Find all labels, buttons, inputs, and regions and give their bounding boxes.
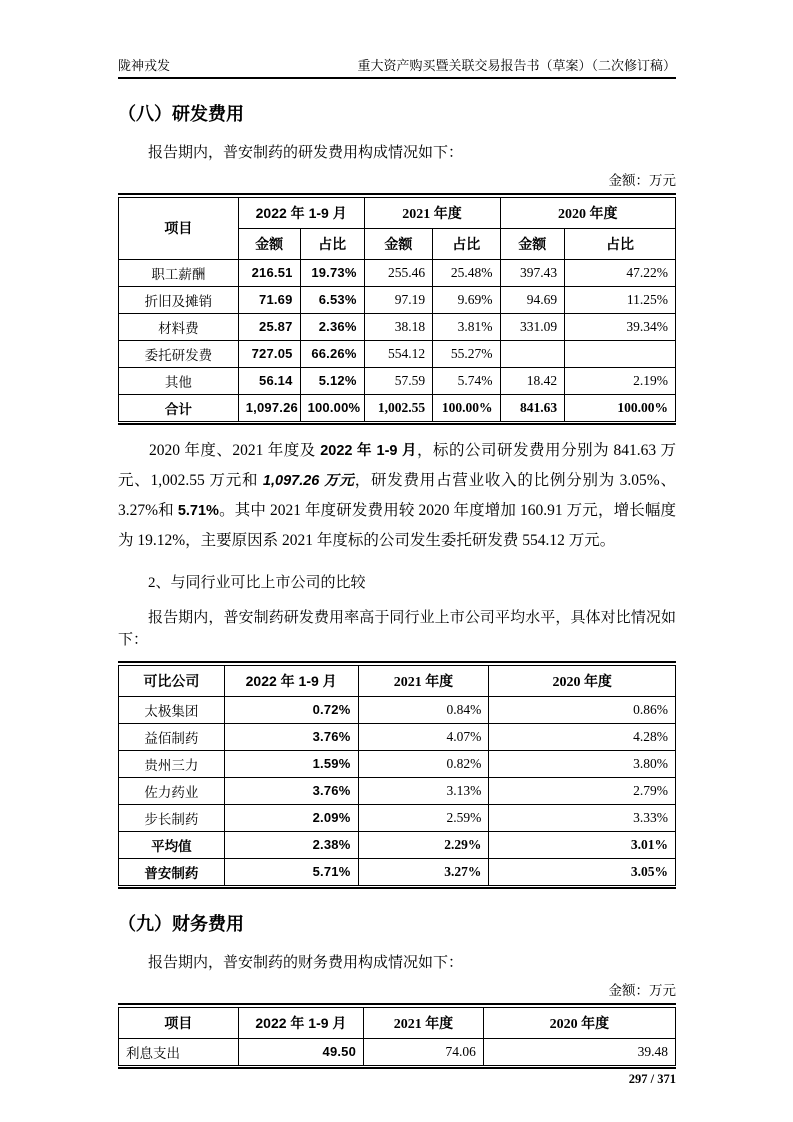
text-segment: 。其中 2021 年度研发费用较 2020 年度增加 160.91 万元，增长幅度为 19.12%，主要原因系 2021 年度标的公司发生委托研发费 554.12 万元。 [118, 502, 676, 549]
table-cell: 2.38% [224, 831, 358, 858]
fin-table-head [119, 1007, 676, 1038]
table-cell: 益佰制药 [119, 723, 225, 750]
rd-intro-paragraph: 报告期内，普安制药的研发费用构成情况如下： [148, 145, 464, 161]
table-cell: 841.63 [500, 394, 565, 421]
peer-table-head [119, 665, 676, 696]
table-row [119, 367, 676, 394]
column-header-item: 项目 [119, 197, 239, 259]
column-subheader-amount: 金额 [500, 228, 565, 259]
rd-expense-table-wrap [118, 193, 676, 425]
section-heading-rd-expense: （八）研发费用 [118, 104, 244, 124]
table-cell: 5.74% [433, 367, 500, 394]
text-segment: 1,097.26 万元 [262, 473, 355, 489]
table-cell: 255.46 [364, 259, 433, 286]
table-cell: 3.76% [224, 723, 358, 750]
table-row [119, 340, 676, 367]
table-cell: 2.36% [300, 313, 364, 340]
table-row [119, 313, 676, 340]
table-row [119, 804, 676, 831]
text-segment: ，研发费用占营业收入的比例分别为 3.05%、3.27%和 [118, 472, 676, 519]
fin-expense-table [118, 1007, 676, 1066]
table-cell: 18.42 [500, 367, 565, 394]
column-header-2020: 2020 年度 [483, 1007, 675, 1038]
text-segment: ，标的公司研发费用分别为 841.63 万元、1,002.55 万元和 [118, 442, 676, 489]
table-cell: 25.48% [433, 259, 500, 286]
table-cell: 25.87 [238, 313, 300, 340]
table-cell: 材料费 [119, 313, 239, 340]
table-cell: 利息支出 [119, 1038, 239, 1065]
text-segment: 2022 年 1-9 月 [320, 443, 418, 459]
peer-comparison-heading: 2、与同行业可比上市公司的比较 [148, 575, 366, 591]
rd-expense-table [118, 197, 676, 422]
section-heading-fin-expense: （九）财务费用 [118, 914, 244, 934]
table-cell: 56.14 [238, 367, 300, 394]
table-cell: 9.69% [433, 286, 500, 313]
table-cell: 74.06 [364, 1038, 484, 1065]
table-cell: 100.00% [433, 394, 500, 421]
table-row [119, 750, 676, 777]
table-cell: 49.50 [238, 1038, 363, 1065]
table-cell: 100.00% [565, 394, 676, 421]
fin-unit-label: 金额：万元 [608, 983, 676, 998]
rd-table-body [119, 259, 676, 421]
table-cell: 216.51 [238, 259, 300, 286]
table-cell: 397.43 [500, 259, 565, 286]
column-subheader-ratio: 占比 [565, 228, 676, 259]
table-cell: 合计 [119, 394, 239, 421]
table-cell: 39.48 [483, 1038, 675, 1065]
table-cell: 554.12 [364, 340, 433, 367]
peer-intro-paragraph: 报告期内，普安制药研发费用率高于同行业上市公司平均水平，具体对比情况如下： [118, 610, 676, 648]
table-cell: 平均值 [119, 831, 225, 858]
table-cell: 太极集团 [119, 696, 225, 723]
table-cell: 2.19% [565, 367, 676, 394]
peer-comparison-table [118, 665, 676, 886]
table-cell: 11.25% [565, 286, 676, 313]
document-header [118, 57, 676, 79]
rd-unit-label: 金额：万元 [608, 173, 676, 188]
table-cell: 步长制药 [119, 804, 225, 831]
table-cell: 3.05% [489, 858, 676, 885]
table-cell: 66.26% [300, 340, 364, 367]
table-row [119, 858, 676, 885]
table-cell: 55.27% [433, 340, 500, 367]
table-cell: 贵州三力 [119, 750, 225, 777]
table-cell: 57.59 [364, 367, 433, 394]
table-row [119, 286, 676, 313]
table-cell: 3.33% [489, 804, 676, 831]
peer-table-wrap [118, 661, 676, 889]
table-row [119, 831, 676, 858]
table-row [119, 696, 676, 723]
peer-table-body [119, 696, 676, 885]
table-cell: 4.07% [358, 723, 489, 750]
table-cell: 佐力药业 [119, 777, 225, 804]
column-subheader-amount: 金额 [364, 228, 433, 259]
table-cell: 0.82% [358, 750, 489, 777]
table-cell: 727.05 [238, 340, 300, 367]
table-cell: 97.19 [364, 286, 433, 313]
column-header-2021: 2021 年度 [364, 1007, 484, 1038]
table-cell [565, 340, 676, 367]
table-cell: 2.59% [358, 804, 489, 831]
table-cell: 71.69 [238, 286, 300, 313]
header-document-title: 重大资产购买暨关联交易报告书（草案）（二次修订稿） [357, 58, 676, 73]
table-row [119, 723, 676, 750]
column-header-2022: 2022 年 1-9 月 [238, 197, 364, 228]
table-cell: 1.59% [224, 750, 358, 777]
table-cell: 2.09% [224, 804, 358, 831]
column-header-2022: 2022 年 1-9 月 [224, 665, 358, 696]
column-subheader-ratio: 占比 [433, 228, 500, 259]
table-cell: 331.09 [500, 313, 565, 340]
fin-expense-table-wrap [118, 1003, 676, 1069]
table-cell: 6.53% [300, 286, 364, 313]
table-cell: 3.01% [489, 831, 676, 858]
table-cell: 19.73% [300, 259, 364, 286]
table-cell: 折旧及摊销 [119, 286, 239, 313]
fin-table-body [119, 1038, 676, 1065]
text-segment: 5.71% [177, 503, 219, 519]
table-cell: 0.84% [358, 696, 489, 723]
table-cell: 3.13% [358, 777, 489, 804]
table-cell: 38.18 [364, 313, 433, 340]
table-cell: 5.12% [300, 367, 364, 394]
table-cell: 2.79% [489, 777, 676, 804]
column-header-2022: 2022 年 1-9 月 [238, 1007, 363, 1038]
table-cell: 3.27% [358, 858, 489, 885]
table-cell: 3.80% [489, 750, 676, 777]
table-cell: 1,097.26 [238, 394, 300, 421]
table-cell: 普安制药 [119, 858, 225, 885]
table-cell: 0.86% [489, 696, 676, 723]
column-header-2020: 2020 年度 [489, 665, 676, 696]
column-header-item: 项目 [119, 1007, 239, 1038]
table-row [119, 1038, 676, 1065]
table-cell: 1,002.55 [364, 394, 433, 421]
table-cell: 0.72% [224, 696, 358, 723]
column-subheader-amount: 金额 [238, 228, 300, 259]
table-cell: 委托研发费 [119, 340, 239, 367]
table-cell: 职工薪酬 [119, 259, 239, 286]
table-cell: 4.28% [489, 723, 676, 750]
table-cell: 47.22% [565, 259, 676, 286]
table-cell: 39.34% [565, 313, 676, 340]
table-row [119, 777, 676, 804]
rd-table-head [119, 197, 676, 259]
table-cell: 5.71% [224, 858, 358, 885]
text-segment: 2020 年度、2021 年度及 [149, 442, 321, 459]
fin-intro-paragraph: 报告期内，普安制药的财务费用构成情况如下： [148, 955, 464, 971]
rd-analysis-paragraph [118, 436, 676, 556]
column-header-company: 可比公司 [119, 665, 225, 696]
table-cell: 3.81% [433, 313, 500, 340]
table-cell [500, 340, 565, 367]
table-row [119, 394, 676, 421]
table-cell: 100.00% [300, 394, 364, 421]
table-row [119, 259, 676, 286]
column-subheader-ratio: 占比 [300, 228, 364, 259]
table-cell: 94.69 [500, 286, 565, 313]
table-cell: 其他 [119, 367, 239, 394]
header-company-name: 陇神戎发 [118, 58, 171, 73]
column-header-2021: 2021 年度 [364, 197, 500, 228]
page-number: 297 / 371 [628, 1072, 676, 1086]
table-cell: 2.29% [358, 831, 489, 858]
column-header-2020: 2020 年度 [500, 197, 676, 228]
table-cell: 3.76% [224, 777, 358, 804]
column-header-2021: 2021 年度 [358, 665, 489, 696]
